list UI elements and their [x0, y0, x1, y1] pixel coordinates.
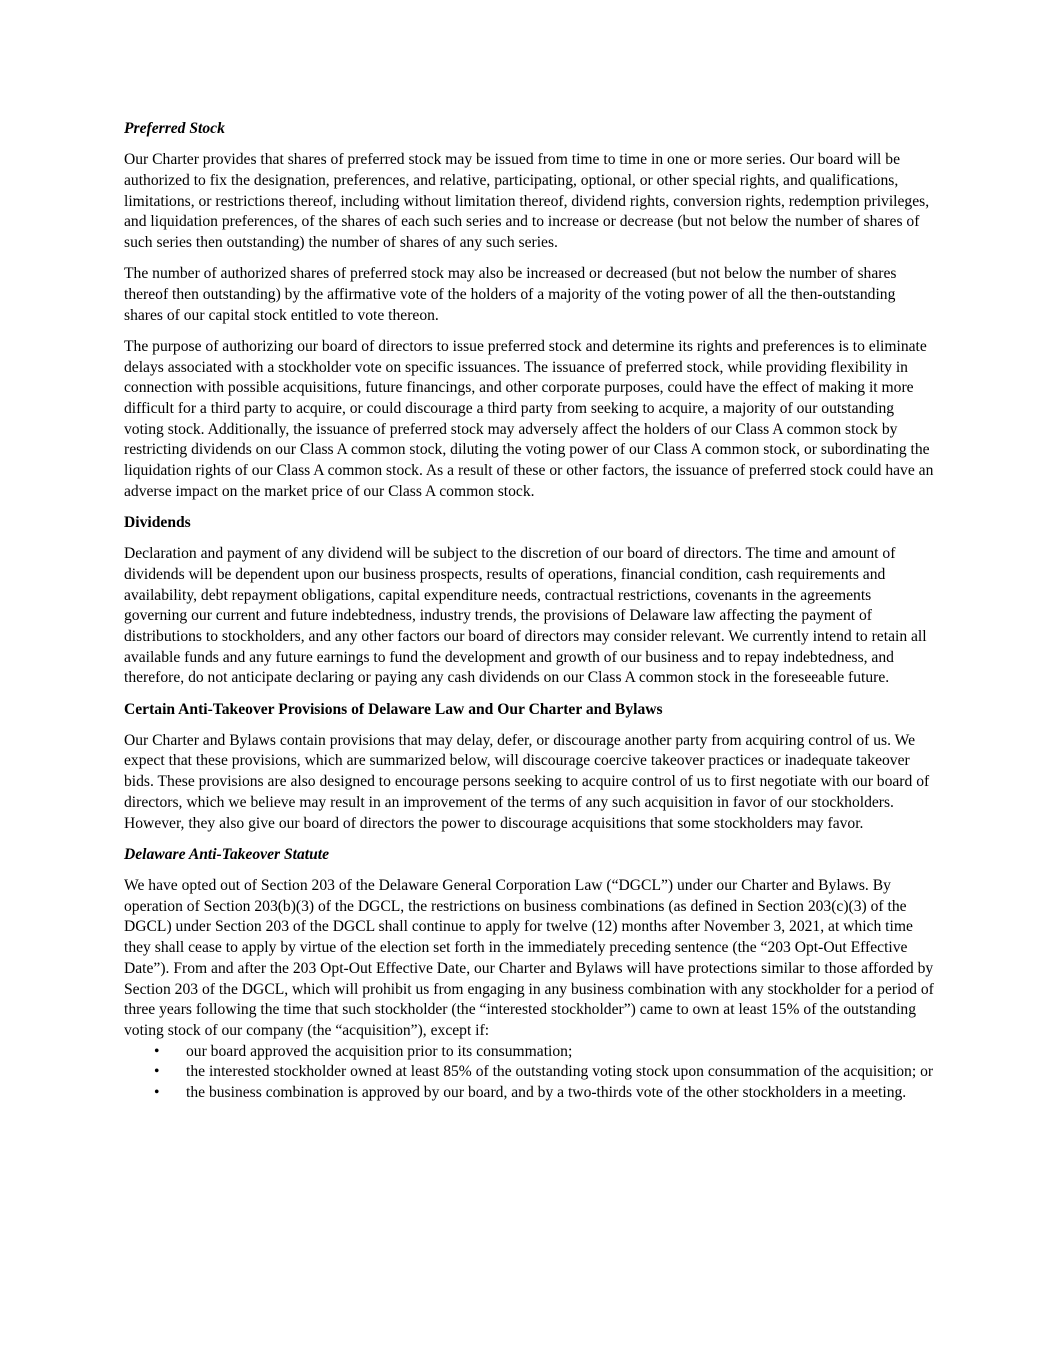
paragraph: We have opted out of Section 203 of the Delaware General Corporation Law (“DGCL”) under our Charter and Bylaws. By operation of Section 203(b)(3) of the DGCL, the restrictions on business combinations (as defined in Section 203(c)(3) of the DGCL) under Section 203 of the DGCL shall continue to apply for twelve (12) months after November 3, 2021, at which time they shall cease to apply by virtue of the election set forth in the immediately preceding sentence (the “203 Opt-Out Effective Date”). From and after the 203 Opt-Out Effective Date, our Charter and Bylaws will have protections similar to those afforded by Section 203 of the DGCL, which will prohibit us from engaging in any business combination with any stockholder for a period of three years following the time that such stockholder (the “interested stockholder”) came to own at least 15% of the outstanding voting stock of our company (the “acquisition”), except if:	[124, 877, 934, 1039]
list-item-text: the business combination is approved by our board, and by a two-thirds vote of the other stockholders in a meeting.	[186, 1084, 907, 1102]
exception-list	[124, 1042, 934, 1104]
paragraph: Our Charter and Bylaws contain provisions that may delay, defer, or discourage another party from acquiring control of us. We expect that these provisions, which are summarized below, will discourage coercive takeover practices or inadequate takeover bids. These provisions are also designed to encourage persons seeking to acquire control of us to first negotiate with our board of directors, which we believe may result in an improvement of the terms of any such acquisition in favor of our stockholders. However, they also give our board of directors the power to discourage acquisitions that some stockholders may favor.	[124, 731, 930, 832]
paragraph: The number of authorized shares of preferred stock may also be increased or decreased (but not below the number of shares thereof then outstanding) by the affirmative vote of the holders of a majority of the voting power of all the then-outstanding shares of our capital stock entitled to vote thereon.	[124, 265, 897, 324]
list-item	[124, 1042, 934, 1063]
list-item	[124, 1062, 934, 1083]
section-heading-anti-takeover-provisions: Certain Anti-Takeover Provisions of Delaware Law and Our Charter and Bylaws	[124, 700, 663, 718]
section-heading-preferred-stock: Preferred Stock	[124, 120, 225, 137]
section-heading-delaware-statute: Delaware Anti-Takeover Statute	[124, 845, 330, 863]
list-item-text: our board approved the acquisition prior to its consummation;	[186, 1042, 573, 1060]
bullet-icon: •	[154, 1084, 160, 1102]
paragraph: Our Charter provides that shares of preferred stock may be issued from time to time in one or more series. Our board will be authorized to fix the designation, preferences, and relative, participating, optional, or other special rights, and qualifications, limitations, or restrictions thereof, including without limitation thereof, dividend rights, conversion rights, redemption privileges, and liquidation preferences, of the shares of each such series and to increase or decrease (but not below the number of shares of such series then outstanding) the number of shares of any such series.	[124, 151, 930, 252]
section-heading-dividends: Dividends	[124, 513, 191, 531]
paragraph: The purpose of authorizing our board of directors to issue preferred stock and determine its rights and preferences is to eliminate delays associated with a stockholder vote on specific issuances. The issuance of preferred stock, while providing flexibility in connection with possible acquisitions, future financings, and other corporate purposes, could have the effect of making it more difficult for a third party to acquire, or could discourage a third party from seeking to acquire, a majority of our outstanding voting stock. Additionally, the issuance of preferred stock may adversely affect the holders of our Class A common stock by restricting dividends on our Class A common stock, diluting the voting power of our Class A common stock, or subordinating the liquidation rights of our Class A common stock. As a result of these or other factors, the issuance of preferred stock could have an adverse impact on the market price of our Class A common stock.	[124, 337, 934, 500]
list-item	[124, 1083, 934, 1104]
list-item-text: the interested stockholder owned at least 85% of the outstanding voting stock upon consummation of the acquisition; or	[186, 1063, 934, 1081]
bullet-icon: •	[154, 1042, 160, 1060]
bullet-icon: •	[154, 1063, 160, 1081]
document-page	[124, 119, 934, 1104]
paragraph: Declaration and payment of any dividend will be subject to the discretion of our board of directors. The time and amount of dividends will be dependent upon our business prospects, results of operations, financial condition, cash requirements and availability, debt repayment obligations, capital expenditure needs, contractual restrictions, covenants in the agreements governing our current and future indebtedness, industry trends, the provisions of Delaware law affecting the payment of distributions to stockholders, and any other factors our board of directors may consider relevant. We currently intend to retain all available funds and any future earnings to fund the development and growth of our business and to repay indebtedness, and therefore, do not anticipate declaring or paying any cash dividends on our Class A common stock in the foreseeable future.	[124, 545, 927, 687]
